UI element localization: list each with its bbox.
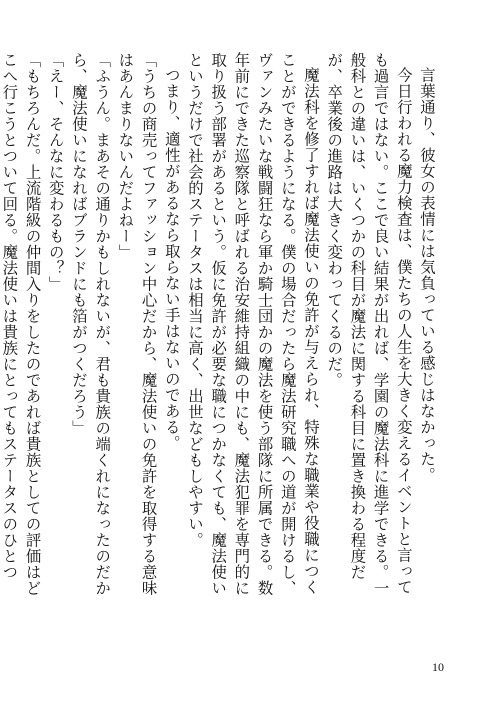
dialogue-line: 「ふうん。まあその通りかもしれないが、君も貴族の端くれになったのだから、魔法使いになればブランドにも箔がつくだろう」 — [69, 52, 112, 596]
paragraph: つまり、適性があるなら取らない手はないのである。 — [162, 67, 181, 452]
vertical-text-body — [0, 52, 438, 600]
dialogue-line: 「もちろんだ。上流階級の仲間入りをしたのであれば貴族としての評価はどこへ行こうとついて回る。魔法使いは貴族にとってもステータスのひとつ — [0, 52, 42, 596]
dialogue-line: 「うちの商売ってファッション中心だから、魔法使いの免許を取得する意味はあんまりないんだよねー」 — [116, 52, 158, 596]
paragraph: 魔法科を修了すれば魔法使いの免許が与えられ、特殊な職業や役職につくことができるようになる。僕の場合だったら魔法研究職への道が開けるし、ヴァンみたいな戦闘狂なら軍か騎士団かの魔法を使う部隊に所属できる。数年前にできた巡察隊と呼ばれる治安維持組織の中にも、魔法犯罪を専門的に取り扱う部署があるという。仮に免許が必要な職につかなくても、魔法使いというだけで社会的ステータスは相当に高く、出世などもしやすい。 — [185, 52, 320, 596]
paragraph: 今日行われる魔力検査は、僕たちの人生を大きく変えるイベントと言っても過言ではない。ここで良い結果が出れば、学園の魔法科に進学できる。一般科との違いは、いくつかの科目が魔法に関する科目に置き換わる程度だが、卒業後の進路は大きく変わってくるのだ。 — [325, 52, 413, 596]
paragraph: 言葉通り、彼女の表情には気負っている感じはなかった。 — [418, 67, 436, 484]
dialogue-line: 「えー、そんなに変わるもの？」 — [46, 52, 65, 292]
page-number: 10 — [432, 660, 444, 674]
